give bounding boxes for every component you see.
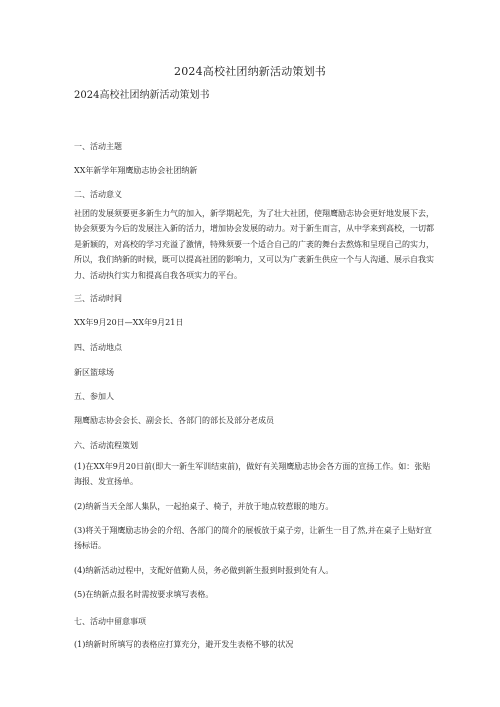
section-6-item: (1)在XX年9月20日前(即大一新生军训结束前)，做好有关翔鹰励志协会各方面的宣扬工作。如：张贴海报、发宣扬单。 [74,462,431,487]
section-6-item: (3)将关于翔鹰励志协会的介绍、各部门的简介的展板放于桌子旁，让新生一目了然,并在桌子上贴好宣扬标语。 [74,526,432,551]
section-2-text: 社团的发展须要更多新生力气的加入，新学期起先，为了壮大社团，使翔鹰励志协会更好地发展下去，协会须要为今后的发展注入新的活力，增加协会发展的动力。对于新生而言，从中学来到高校，一切都是新颖的，对高校的学习充溢了激情，特殊须要一个适合自己的广袤的舞台去熬炼和呈现自己的实力，所以，我们纳新的时候，既可以提高社团的影响力，又可以为广袤新生供应一个与人沟通、展示自我实力、活动执行实力和提高自我各项实力的平台。 [74,209,434,280]
section-1-heading: 一、活动主题 [74,142,122,151]
document-title: 2024高校社团纳新活动策划书 [174,65,326,78]
section-5-text: 翔鹰励志协会会长、副会长、各部门的部长及部分老成员 [74,416,274,425]
section-3-text: XX年9月20日—XX年9月21日 [74,318,184,327]
document-subtitle: 2024高校社团纳新活动策划书 [74,90,210,101]
section-6-heading: 六、活动流程策划 [74,441,138,450]
section-6-item: (2)纳新当天全部人集队，一起抬桌子、椅子，并放于地点较惹眼的地方。 [74,502,334,511]
section-7-item: (1)纳新时所填写的表格应打算充分，避开发生表格不够的状况 [74,640,294,649]
section-2-heading: 二、活动意义 [74,190,122,199]
section-7-heading: 七、活动中留意事项 [74,617,146,626]
section-3-heading: 三、活动时间 [74,294,122,303]
section-6-item: (5)在纳新点报名时需按要求填写表格。 [74,590,214,599]
section-6-item: (4)纳新活动过程中，支配好值勤人员，务必做到新生报到时报到处有人。 [74,566,334,575]
section-1-text: XX年新学年翔鹰励志协会社团纳新 [74,166,198,175]
section-4-text: 新区篮球场 [74,368,114,377]
section-4-heading: 四、活动地点 [74,343,122,352]
section-5-heading: 五、参加人 [74,392,114,401]
